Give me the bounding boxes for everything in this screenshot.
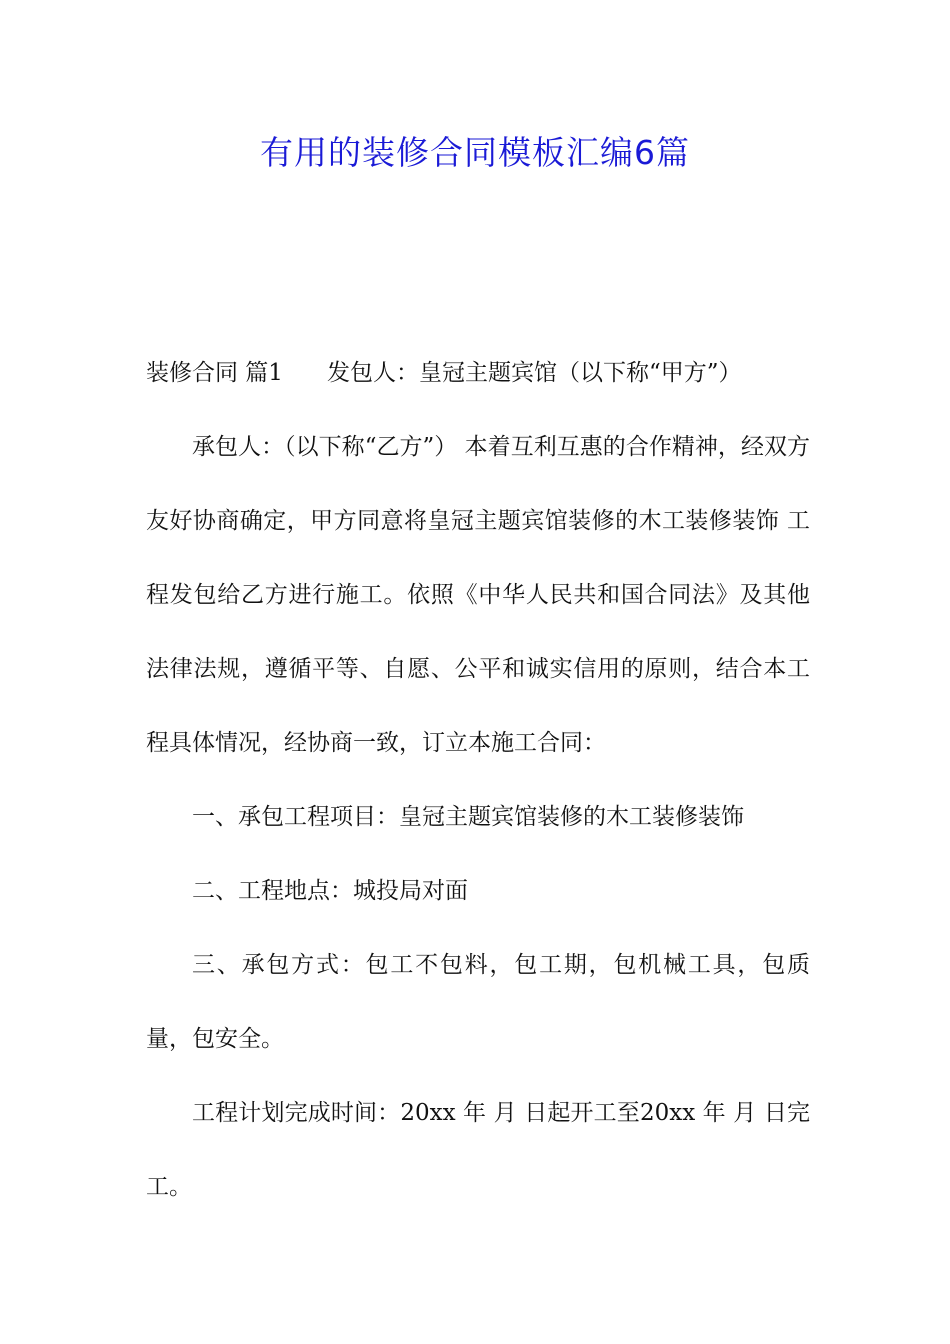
- section-label: 装修合同 篇1: [146, 360, 283, 386]
- document-body: [146, 336, 810, 1224]
- employer-line: 发包人：皇冠主题宾馆（以下称“甲方”）: [326, 360, 742, 386]
- first-line: [146, 336, 810, 410]
- paragraph-method: 三、承包方式：包工不包料，包工期，包机械工具，包质量，包安全。: [146, 952, 810, 1052]
- document-title: 有用的装修合同模板汇编6篇: [260, 133, 690, 172]
- paragraph-contractor: 承包人：（以下称“乙方”） 本着互利互惠的合作精神，经双方友好协商确定，甲方同意将皇冠主题宾馆装修的木工装修装饰 工程发包给乙方进行施工。依照《中华人民共和国合同法》及其他法律法规，遵循平等、自愿、公平和诚实信用的原则，结合本工程具体情况，经协商一致，订立本施工合同：: [146, 434, 810, 756]
- paragraph-schedule: 工程计划完成时间：20xx 年 月 日起开工至20xx 年 月 日完工。: [146, 1100, 810, 1200]
- paragraph-location: 二、工程地点：城投局对面: [192, 878, 468, 904]
- paragraph-project: 一、承包工程项目：皇冠主题宾馆装修的木工装修装饰: [192, 804, 744, 830]
